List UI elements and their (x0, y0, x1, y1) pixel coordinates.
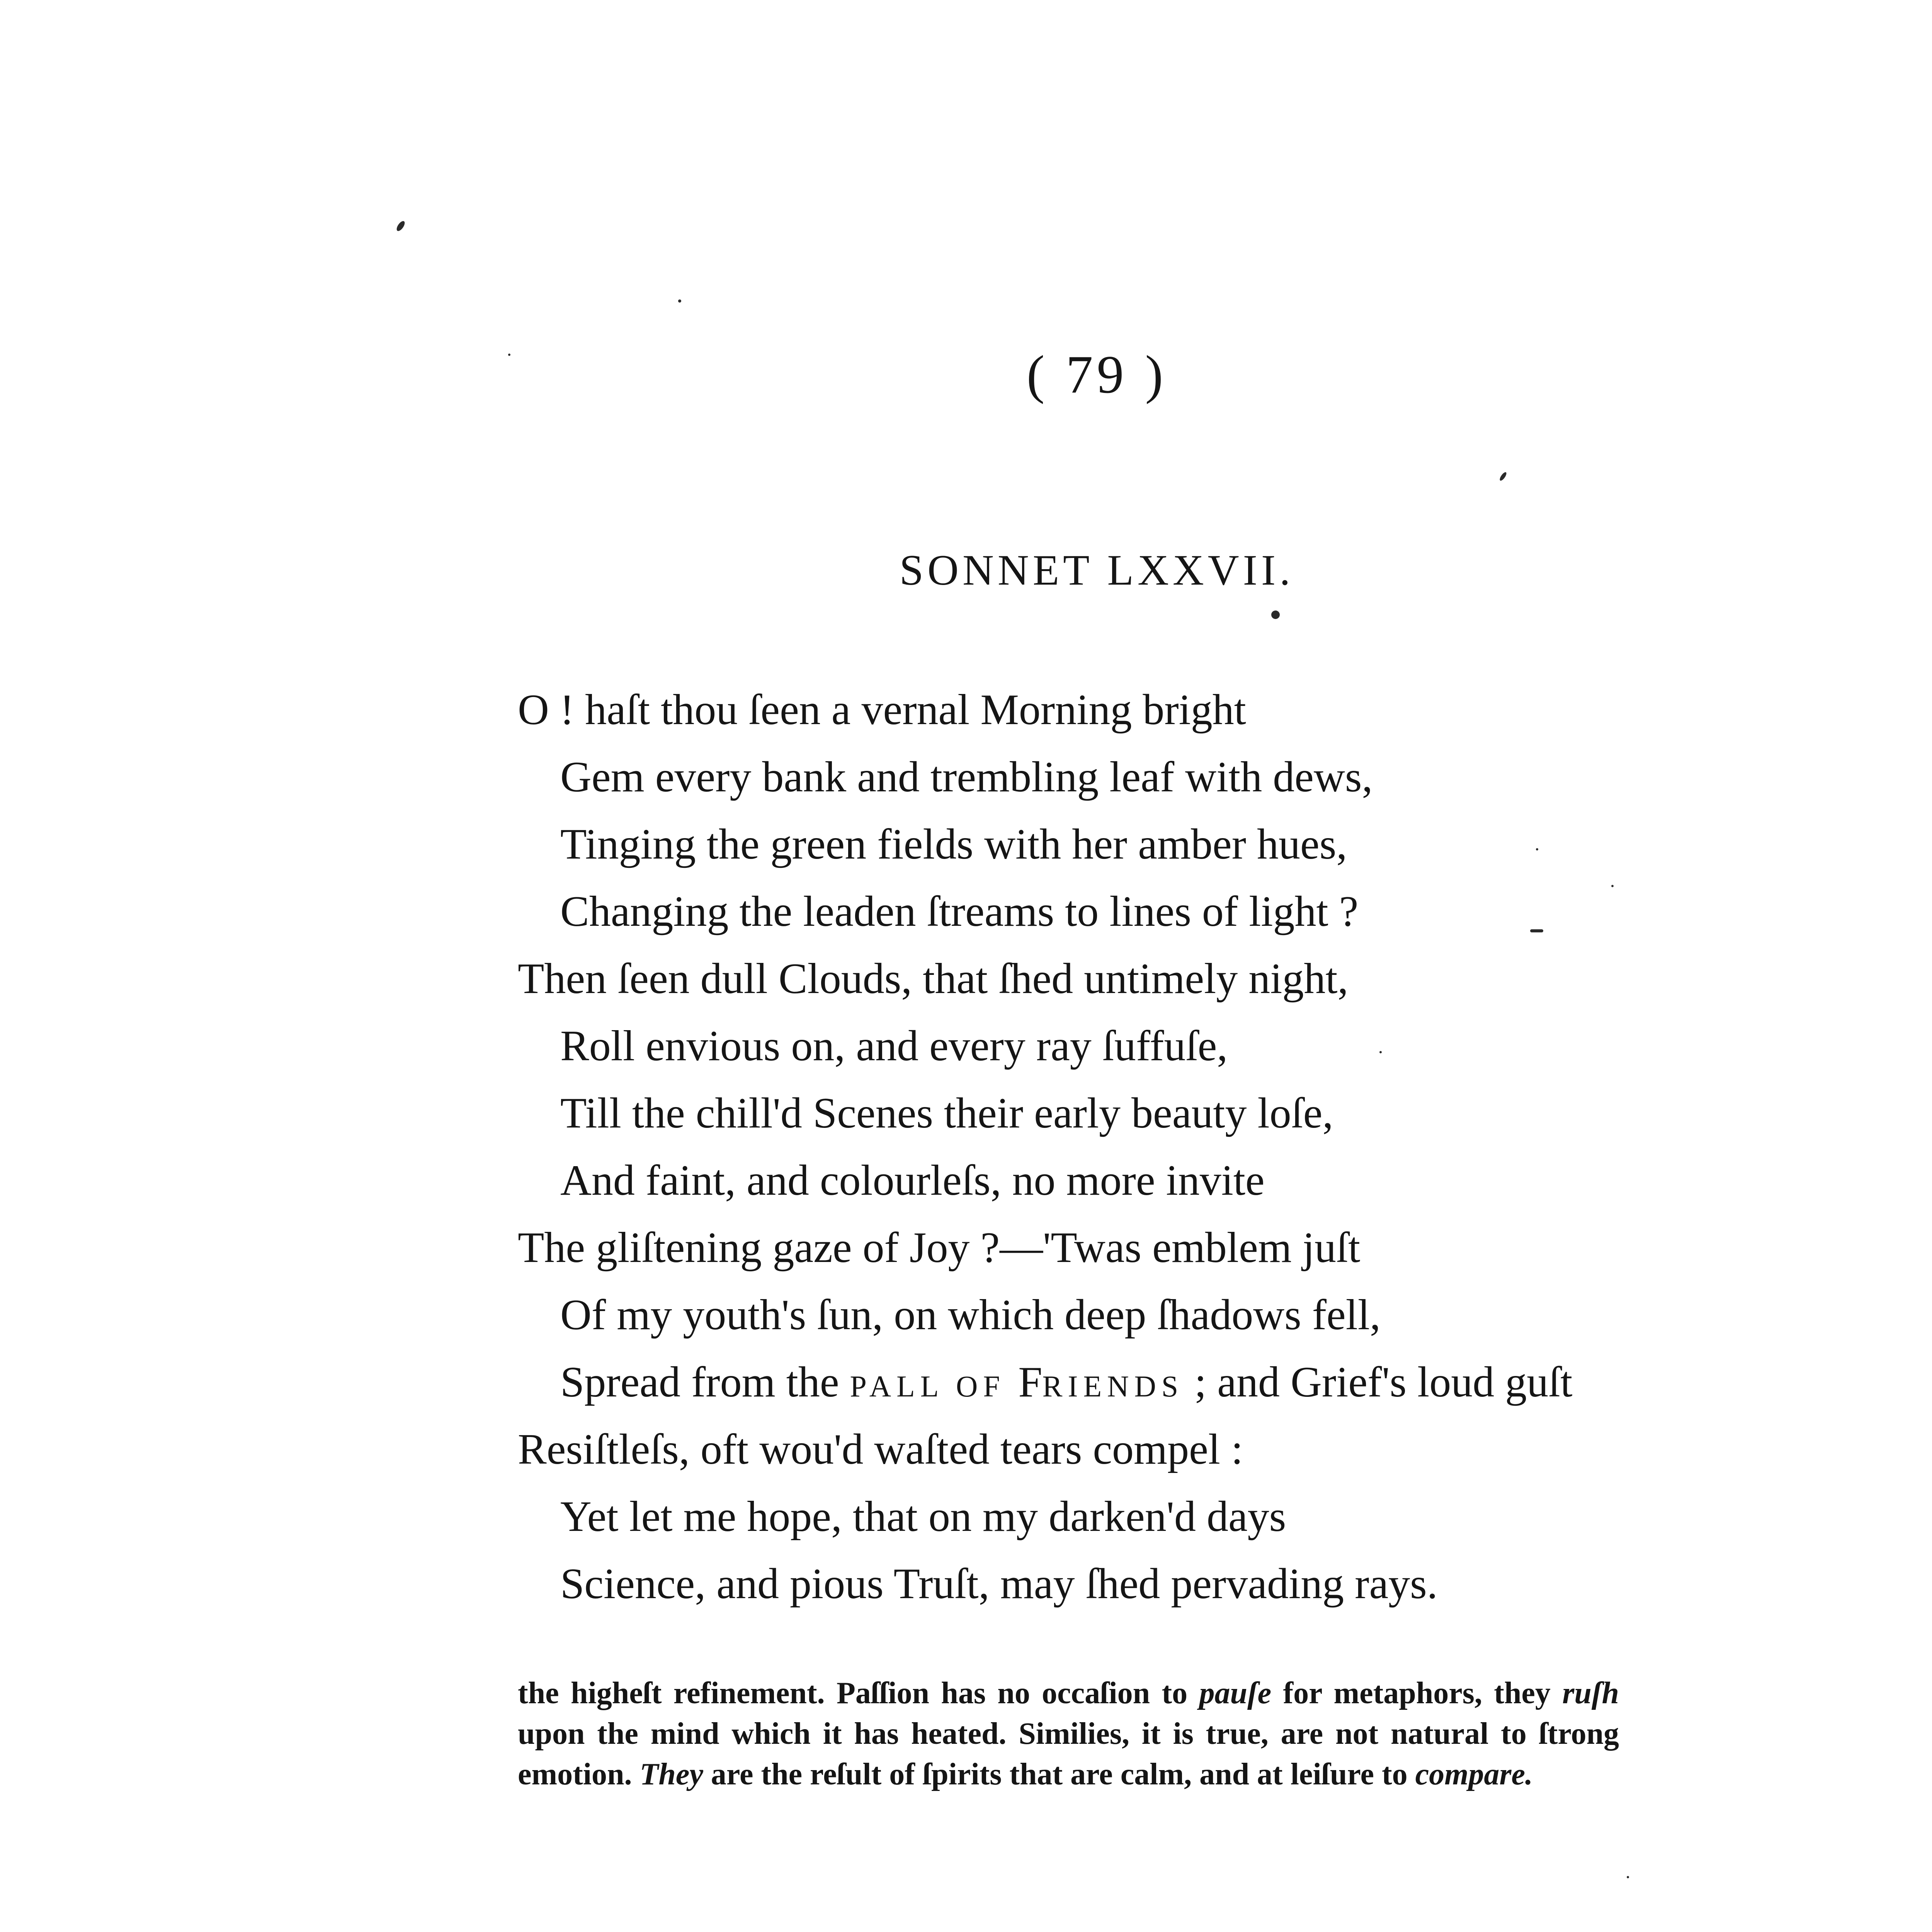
footnote-italic: ruſh (1562, 1676, 1619, 1710)
scan-speck (678, 299, 681, 303)
capital-letter: F (1018, 1358, 1043, 1406)
poem-line: Gem every bank and trembling leaf with dews, (560, 753, 1373, 801)
footnote-text: upon the mind which it has heated. Similies, it is true, are not natural to ſtrong emotion. (518, 1717, 1619, 1791)
poem-line: Then ſeen dull Clouds, that ſhed untimely night, (518, 955, 1349, 1003)
footnote (518, 1673, 1619, 1795)
scan-speck (508, 354, 510, 356)
scan-speck (1271, 611, 1280, 619)
scan-speck (1536, 848, 1538, 850)
poem-line: Tinging the green fields with her amber hues, (560, 820, 1347, 868)
footnote-text: are the reſult of ſpirits that are calm, and at leiſure to (703, 1757, 1415, 1791)
page-number: ( 79 ) (1026, 345, 1167, 405)
footnote-text: the higheſt refinement. Paſſion has no occaſion to (518, 1676, 1199, 1710)
small-caps-text: PALL OF (850, 1369, 1019, 1403)
footnote-italic: pauſe (1199, 1676, 1272, 1710)
line-text: ; and Grief's loud guſt (1184, 1358, 1573, 1406)
sonnet-body (518, 676, 1572, 1617)
scan-speck (1530, 929, 1543, 932)
scan-speck (1498, 471, 1507, 481)
small-caps-text: RIENDS (1042, 1369, 1184, 1403)
poem-line: Yet let me hope, that on my darken'd days (560, 1493, 1286, 1541)
scan-speck (395, 220, 406, 233)
poem-line: Till the chill'd Scenes their early beauty loſe, (560, 1089, 1333, 1137)
scan-speck (1627, 1876, 1629, 1878)
poem-line: O ! haſt thou ſeen a vernal Morning bright (518, 686, 1246, 734)
sonnet-title: SONNET LXXVII. (899, 546, 1294, 594)
poem-line: Resiſtleſs, oft wou'd waſted tears compel : (518, 1425, 1243, 1473)
poem-line: Roll envious on, and every ray ſuffuſe, (560, 1022, 1228, 1070)
line-text: Spread from the (560, 1358, 850, 1406)
scan-speck (1611, 885, 1614, 887)
footnote-text: for metaphors, they (1271, 1676, 1563, 1710)
poem-line: The gliſtening gaze of Joy ?—'Twas emblem juſt (518, 1224, 1361, 1272)
poem-line-spread (518, 1349, 1572, 1416)
footnote-italic: compare. (1415, 1757, 1533, 1791)
footnote-italic: They (639, 1757, 703, 1791)
scan-speck (1379, 1051, 1382, 1053)
poem-line: Changing the leaden ſtreams to lines of light ? (560, 888, 1359, 935)
poem-line: Of my youth's ſun, on which deep ſhadows fell, (560, 1291, 1381, 1339)
poem-line: Science, and pious Truſt, may ſhed pervading rays. (560, 1560, 1438, 1608)
poem-line: And faint, and colourleſs, no more invite (560, 1156, 1265, 1204)
